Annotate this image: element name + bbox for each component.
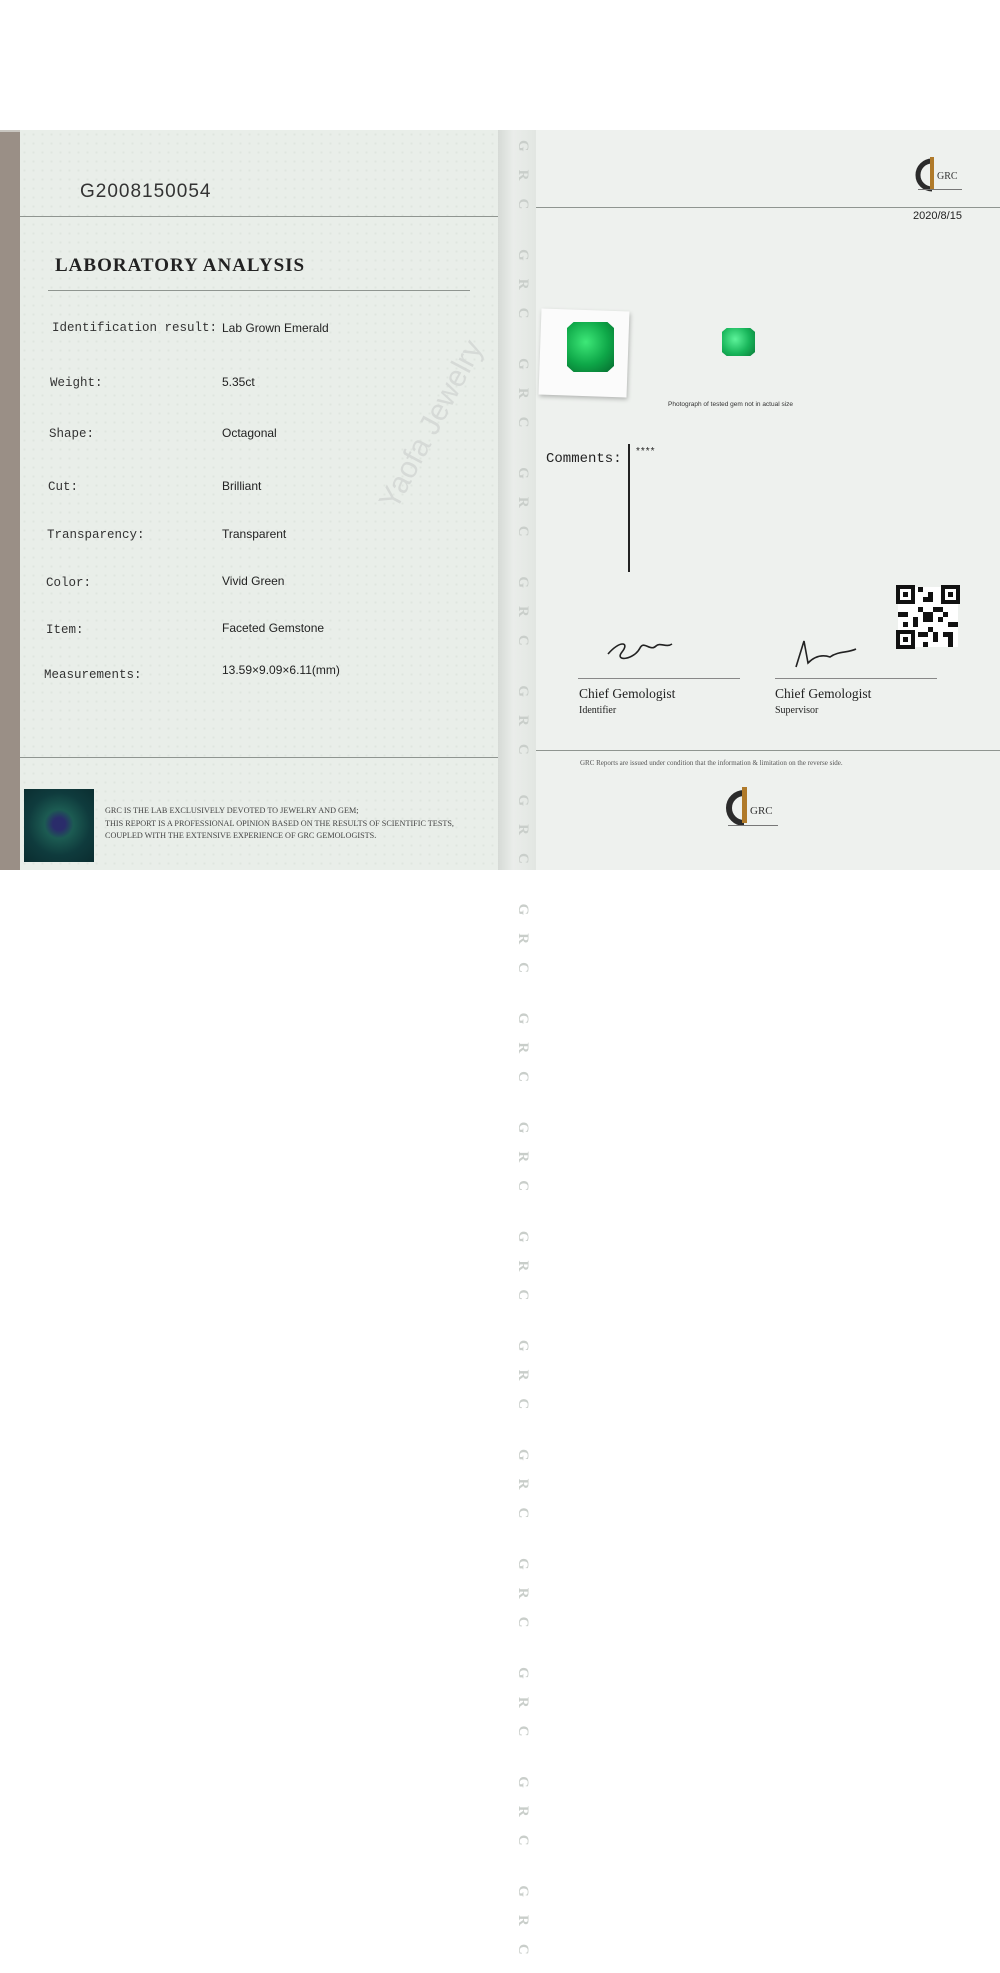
lab-statement-line: COUPLED WITH THE EXTENSIVE EXPERIENCE OF GRC GEMOLOGISTS. bbox=[105, 831, 377, 840]
row-label-cut: Cut: bbox=[48, 480, 79, 494]
section-title: LABORATORY ANALYSIS bbox=[55, 255, 306, 276]
row-value-weight: 5.35ct bbox=[222, 375, 255, 389]
signature-title-supervisor: Chief Gemologist bbox=[775, 686, 872, 701]
row-label-shape: Shape: bbox=[49, 427, 95, 441]
row-label-weight: Weight: bbox=[50, 376, 103, 390]
row-value-measurements: 13.59×9.09×6.11(mm) bbox=[222, 663, 340, 677]
row-value-identification: Lab Grown Emerald bbox=[222, 321, 329, 335]
spine-watermark: GRC GRC GRC GRC GRC GRC GRC GRC GRC GRC GRC GRC GRC GRC GRC GRC GRC bbox=[515, 140, 531, 1973]
lab-statement-line: THIS REPORT IS A PROFESSIONAL OPINION BASED ON THE RESULTS OF SCIENTIFIC TESTS, bbox=[105, 818, 454, 828]
title-rule bbox=[48, 290, 470, 291]
row-label-transparency: Transparency: bbox=[47, 528, 145, 542]
signature-role-identifier: Identifier bbox=[579, 705, 617, 716]
gem-photo-small bbox=[722, 328, 755, 356]
header-rule bbox=[20, 216, 498, 217]
qr-code-icon bbox=[898, 587, 958, 647]
row-label-identification: Identification result: bbox=[52, 321, 218, 335]
photo-caption: Photograph of tested gem not in actual size bbox=[668, 401, 794, 408]
footer-rule bbox=[20, 757, 498, 758]
table-surface bbox=[0, 130, 22, 870]
gem-photo-large bbox=[567, 322, 614, 372]
row-value-color: Vivid Green bbox=[222, 574, 285, 588]
row-value-cut: Brilliant bbox=[222, 479, 262, 493]
row-label-measurements: Measurements: bbox=[44, 668, 142, 682]
row-value-item: Faceted Gemstone bbox=[222, 621, 325, 635]
row-label-item: Item: bbox=[46, 623, 84, 637]
row-value-shape: Octagonal bbox=[222, 426, 277, 440]
report-number: G2008150054 bbox=[80, 181, 212, 202]
grc-footer-logo bbox=[728, 785, 778, 834]
comments-value: **** bbox=[636, 446, 656, 457]
report-date: 2020/8/15 bbox=[913, 210, 962, 222]
lab-statement-line: GRC IS THE LAB EXCLUSIVELY DEVOTED TO JEWELRY AND GEM; bbox=[105, 806, 359, 815]
right-footer-rule bbox=[536, 750, 1000, 751]
right-header-rule bbox=[536, 207, 1000, 208]
watermark-text: Yaofa Jewelry bbox=[372, 334, 490, 515]
signature-title-identifier: Chief Gemologist bbox=[579, 686, 676, 701]
grc-footer-logo-text: GRC bbox=[750, 805, 773, 817]
signature-line bbox=[578, 678, 740, 679]
signature-supervisor bbox=[790, 635, 860, 673]
grc-logo bbox=[918, 155, 962, 198]
signature-identifier bbox=[600, 630, 680, 670]
signature-line bbox=[775, 678, 937, 679]
lab-statement bbox=[105, 805, 495, 843]
comments-label: Comments: bbox=[546, 451, 622, 467]
row-value-transparency: Transparent bbox=[222, 527, 287, 541]
comments-divider bbox=[628, 444, 630, 572]
hologram-seal-icon bbox=[24, 789, 94, 862]
row-label-color: Color: bbox=[46, 576, 92, 590]
report-disclaimer: GRC Reports are issued under condition that the information & limitation on the reverse side. bbox=[580, 759, 843, 767]
grc-logo-text: GRC bbox=[937, 171, 958, 182]
left-page bbox=[20, 130, 500, 870]
signature-role-supervisor: Supervisor bbox=[775, 705, 819, 716]
